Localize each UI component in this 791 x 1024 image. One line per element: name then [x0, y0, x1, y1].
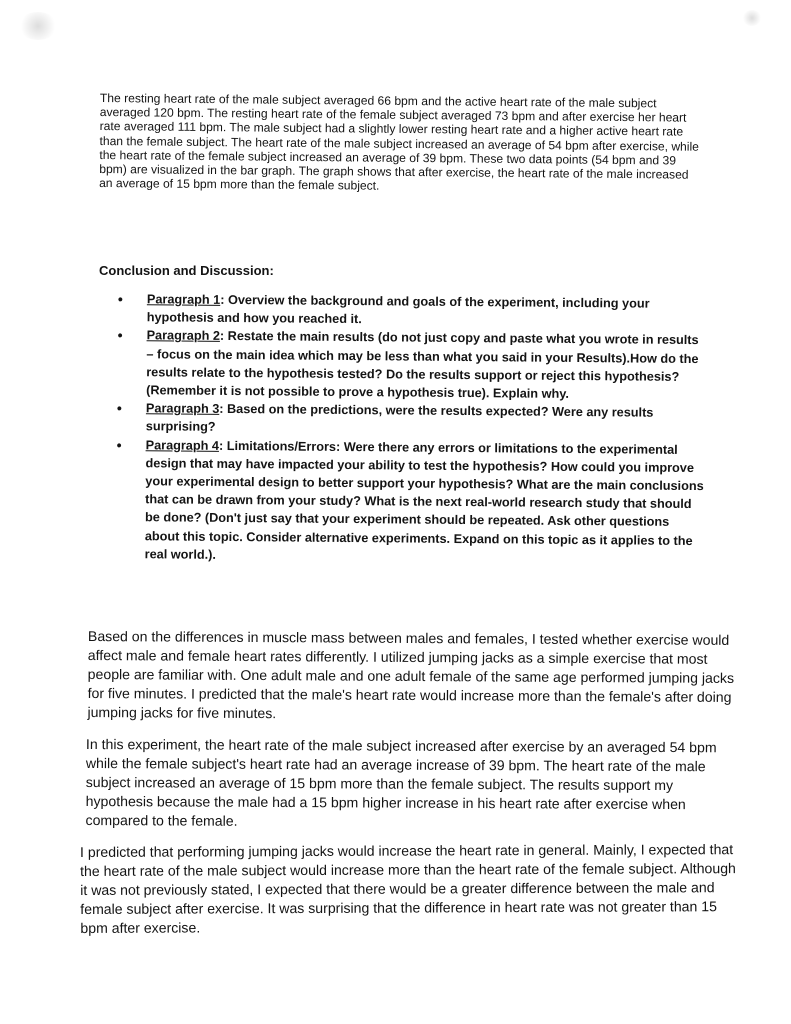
instruction-label: Paragraph 3	[145, 401, 220, 417]
instruction-item-1	[118, 290, 708, 332]
discussion-paragraph-1: Based on the differences in muscle mass between males and females, I tested whether exercise would affect male and female heart rates differently. I utilized jumping jacks as a simple exercise that most people are familiar with. One adult male and one adult female of the same age performed jumping jacks for five minutes. I predicted that the male's heart rate would increase more than the female's after doing jumping jacks for five minutes.	[87, 628, 735, 721]
bullet-icon: •	[116, 400, 122, 417]
results-paragraph: The resting heart rate of the male subject averaged 66 bpm and the active heart rate of the male subject averaged 120 bpm. The resting heart rate of the female subject averaged 73 bpm and after exercise her heart rate averaged 111 bpm. The male subject had a slightly lower resting heart rate and a higher active heart rate than the female subject. The heart rate of the male subject increased an average of 54 bpm after exercise, while the heart rate of the female subject increased an average of 39 bpm. These two data points (54 bpm and 39 bpm) are visualized in the bar graph. The graph shows that after exercise, the heart rate of the male increased an average of 15 bpm more than the female subject.	[99, 91, 700, 193]
instruction-label: Paragraph 4	[145, 437, 220, 453]
discussion-paragraph-3: I predicted that performing jumping jacks would increase the heart rate in general. Mainly, I expected that the heart rate of the male subject would increase more than the heart rate of the female subject. Although it was not previously stated, I expected that there would be a greater difference between the male and female subject after exercise. It was surprising that the difference in heart rate was not greater than 15 bpm after exercise.	[80, 841, 736, 936]
instruction-label: Paragraph 2	[146, 328, 221, 344]
bullet-icon: •	[117, 290, 123, 308]
instruction-list	[116, 290, 708, 568]
instruction-item-4	[116, 436, 707, 569]
scan-smudge-top-left	[18, 12, 58, 40]
instruction-item-2	[117, 326, 708, 404]
instruction-item-3	[117, 399, 707, 441]
instruction-label: Paragraph 1	[146, 292, 221, 307]
bullet-icon: •	[116, 436, 122, 453]
instruction-text: : Restate the main results (do not just copy and paste what you wrote in results – focus on the main idea which may be less than what you said in your Results).How do the results relate to the hypothesis tested? Do the results support or reject this hypothesis? (Remember it is not possible to prove a hypothesis true). Explain why.	[146, 329, 699, 401]
bullet-icon: •	[117, 327, 123, 344]
discussion-paragraph-2: In this experiment, the heart rate of the male subject increased after exercise by an averaged 54 bpm while the female subject's heart rate had an average increase of 39 bpm. The heart rate of the male subject increased an average of 15 bpm more than the female subject. The results support my hypothesis because the male had a 15 bpm higher increase in his heart rate after exercise when compared to the female.	[85, 736, 717, 829]
instruction-text: : Based on the predictions, were the results expected? Were any results surprising?	[145, 402, 654, 435]
conclusion-heading: Conclusion and Discussion:	[99, 263, 274, 278]
scan-smudge-top-right	[742, 10, 762, 26]
instruction-text: : Overview the background and goals of the experiment, including your hypothesis and how you reached it.	[146, 292, 650, 327]
instruction-text: : Limitations/Errors: Were there any errors or limitations to the experimental design that may have impacted your ability to test the hypothesis? How could you improve your experimental design to better support your hypothesis? What are the main conclusions that can be drawn from your study? What is the next real-world research study that should be done? (Don't just say that your experiment should be repeated. Ask other questions about this topic. Consider alternative experiments. Expand on this topic as it applies to the real world.).	[144, 438, 704, 562]
